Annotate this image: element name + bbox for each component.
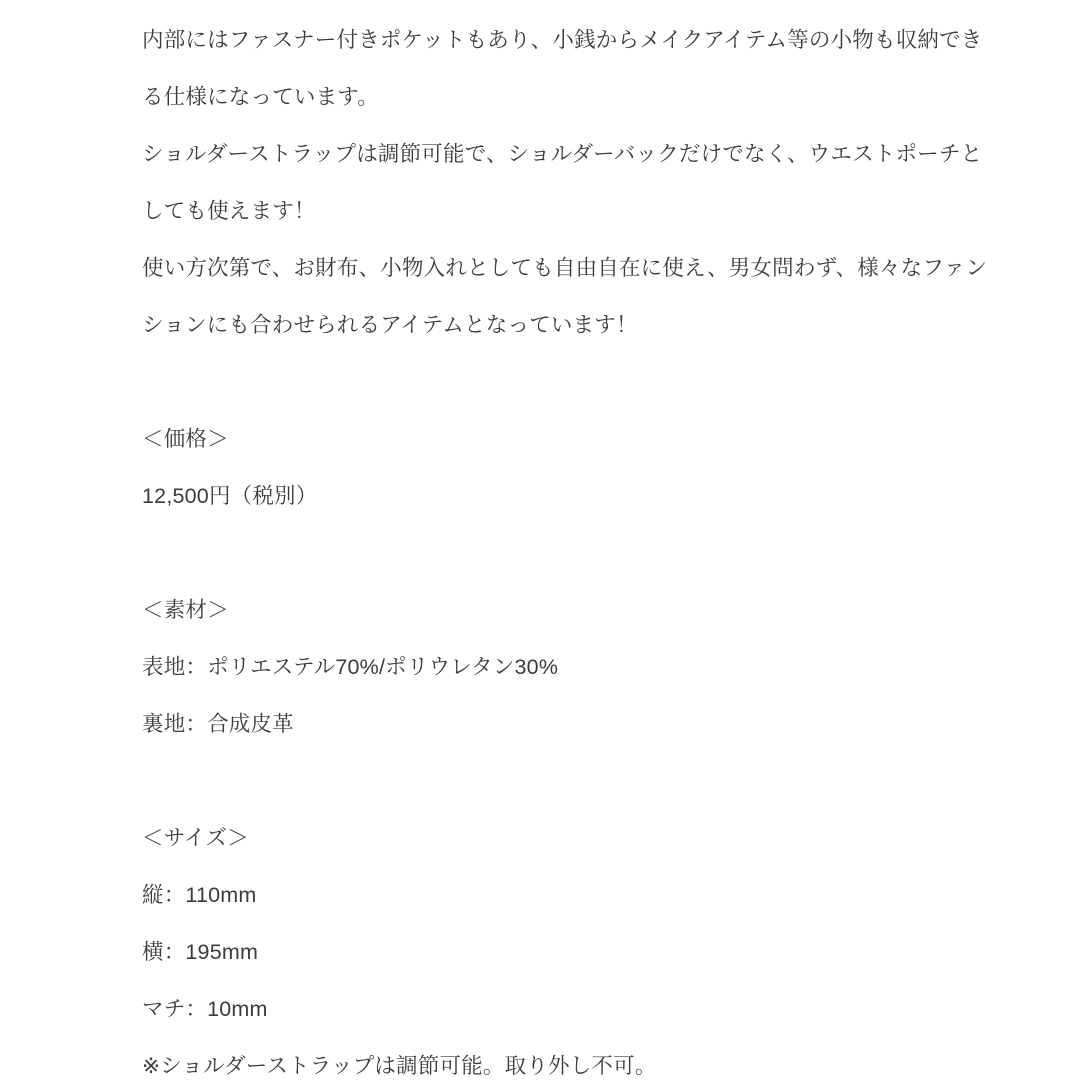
- section-text-line: マチ：10mm: [142, 997, 268, 1021]
- section-text-line: 横：195mm: [142, 940, 259, 964]
- section-heading: ＜サイズ＞: [142, 826, 249, 850]
- description-text-line: ショルダーストラップは調節可能で、ショルダーバックだけでなく、ウエストポーチと: [142, 142, 983, 166]
- description-text-line: ションにも合わせられるアイテムとなっています！: [142, 313, 638, 337]
- section-gap: [142, 354, 980, 411]
- section-text-line: 縦：110mm: [142, 883, 257, 907]
- section-heading: ＜素材＞: [142, 598, 229, 622]
- section-gap: [142, 753, 980, 810]
- section-text-line: 表地：ポリエステル70%/ポリウレタン30%: [142, 655, 559, 679]
- section-gap: [142, 525, 980, 582]
- description-text-line: る仕様になっています。: [142, 85, 379, 109]
- description-text-line: 使い方次第で、お財布、小物入れとしても自由自在に使え、男女問わず、様々なファン: [142, 256, 988, 280]
- section-heading: ＜価格＞: [142, 427, 229, 451]
- section-note-line: ※ショルダーストラップは調節可能。取り外し不可。: [142, 1054, 657, 1078]
- section-text-line: 12,500円（税別）: [142, 484, 318, 508]
- description-text-line: 内部にはファスナー付きポケットもあり、小銭からメイクアイテム等の小物も収納でき: [142, 28, 983, 52]
- section-text-line: 裏地：合成皮革: [142, 712, 294, 736]
- description-text-line: しても使えます！: [142, 199, 316, 223]
